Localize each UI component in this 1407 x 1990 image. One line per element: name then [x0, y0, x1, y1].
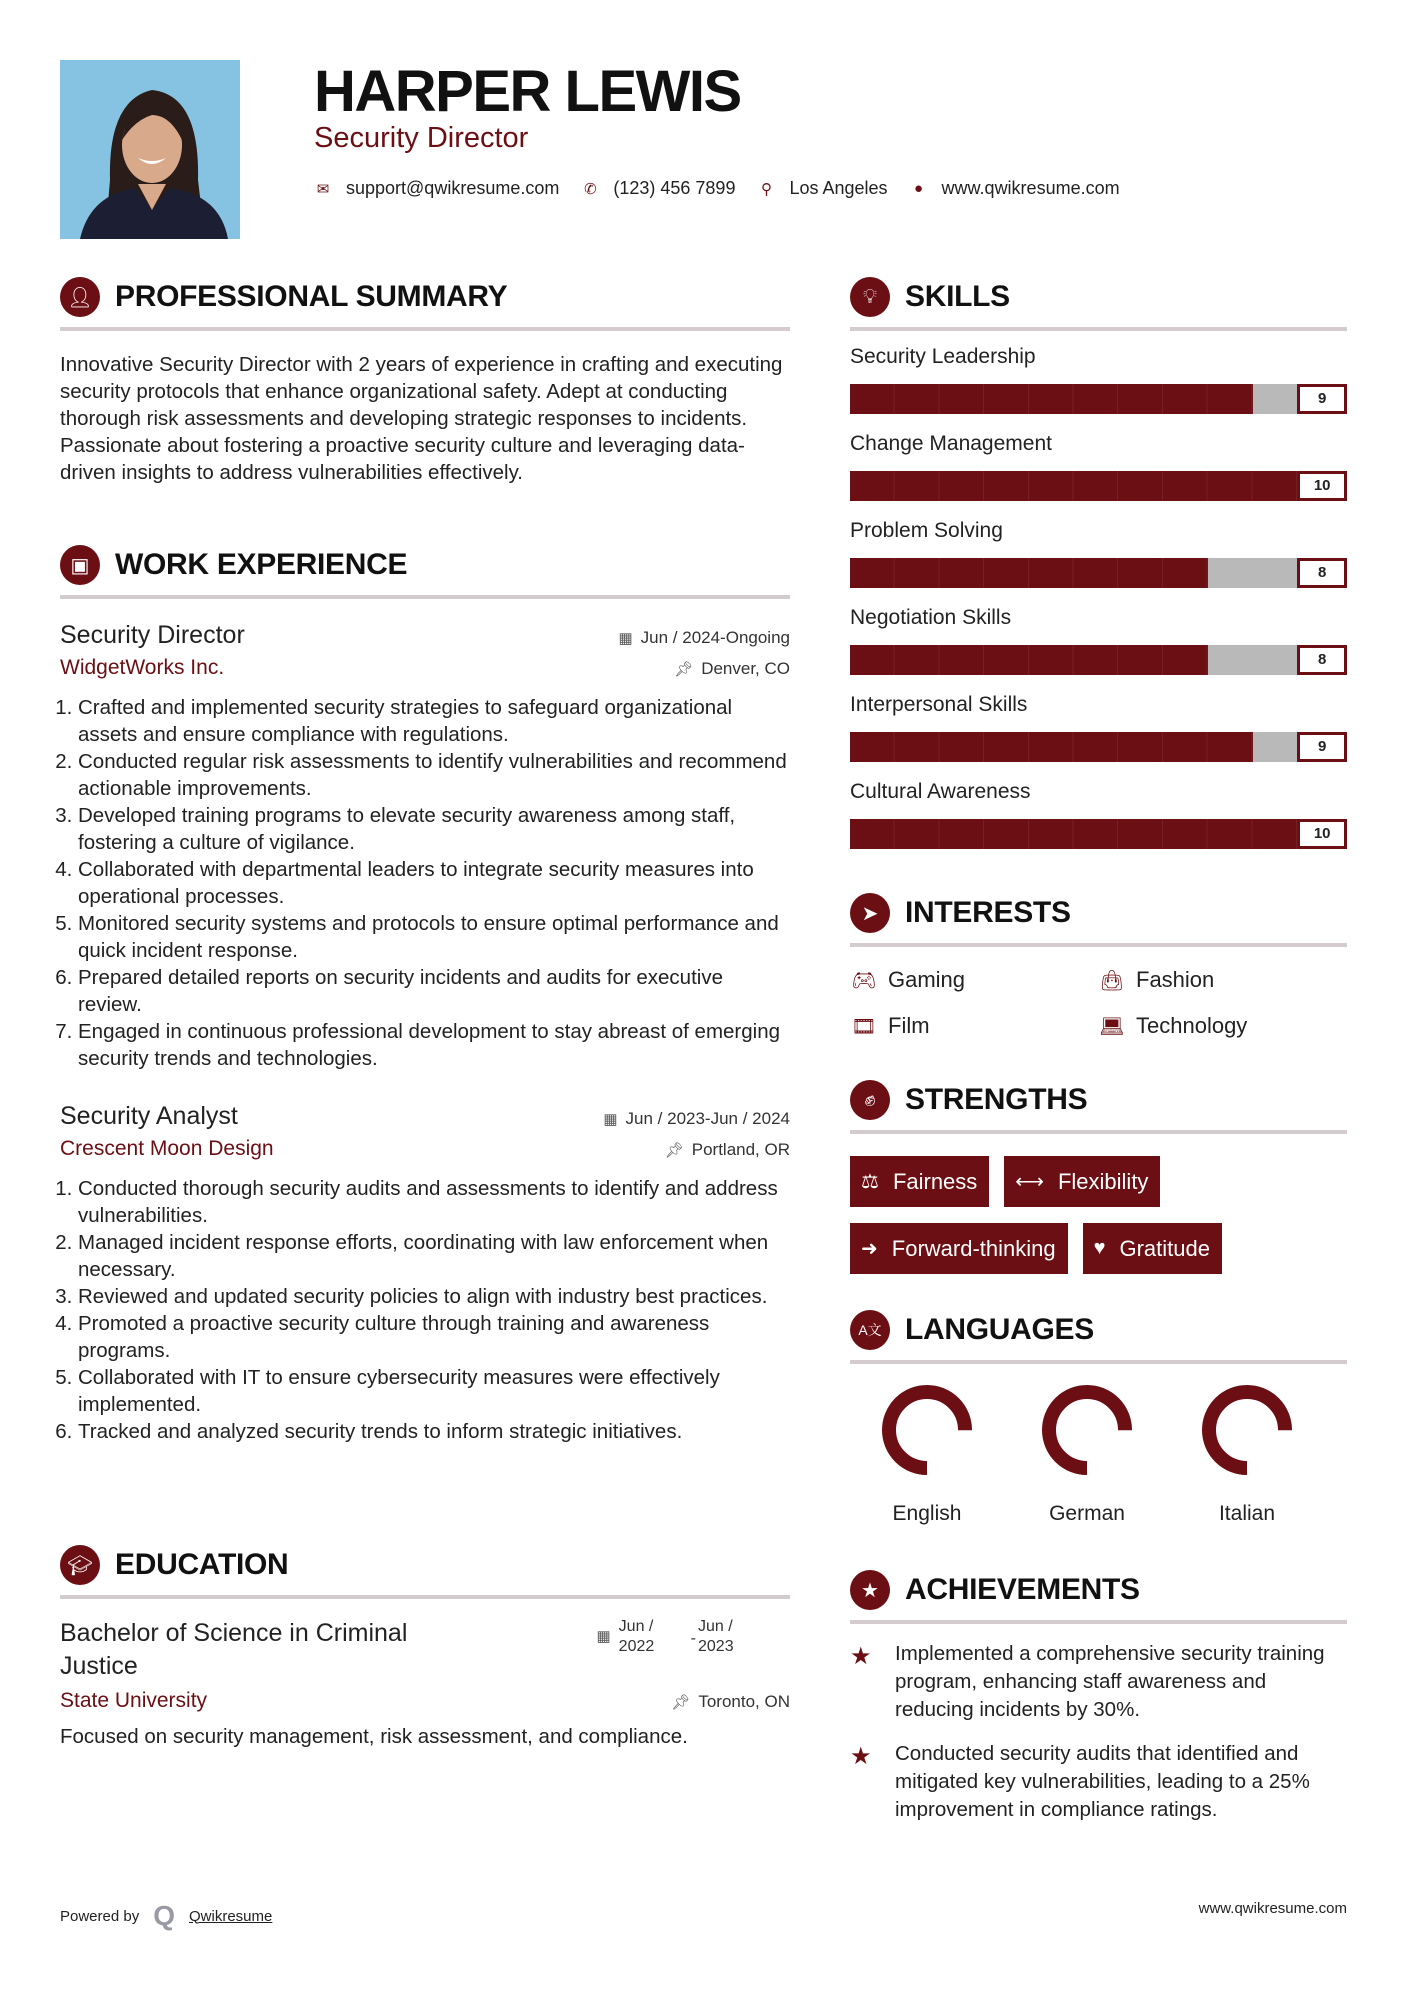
- graduation-icon: 🎓︎: [60, 1545, 100, 1585]
- skill-label: Problem Solving: [850, 519, 1003, 542]
- date-separator: -: [690, 1630, 696, 1647]
- list-item: 4. Collaborated with departmental leaders to integrate security measures into operational processes.: [78, 856, 790, 910]
- job-dates: Jun / 2023-Jun / 2024: [625, 1109, 790, 1128]
- language-label: English: [892, 1502, 962, 1525]
- responsibility-list: [60, 1175, 790, 1445]
- skill-fill: [850, 819, 1297, 849]
- job-entry: [60, 621, 790, 1072]
- lightbulb-icon: 💡︎: [850, 277, 890, 317]
- company-name: Crescent Moon Design: [60, 1137, 274, 1160]
- skill-bar: [850, 471, 1347, 501]
- list-item: 6. Tracked and analyzed security trends to inform strategic initiatives.: [78, 1418, 790, 1445]
- skill-value: 8: [1300, 561, 1344, 585]
- profile-photo: [60, 60, 240, 239]
- strength-chip: [1004, 1156, 1160, 1207]
- strength-label: Gratitude: [1119, 1235, 1210, 1261]
- skill-item: [850, 602, 1347, 675]
- star-badge-icon: ★: [850, 1570, 890, 1610]
- strength-chip: [850, 1156, 989, 1207]
- calendar-icon: ▦: [603, 1111, 618, 1128]
- star-icon: ★: [850, 1743, 872, 1770]
- phone-text: (123) 456 7899: [613, 178, 736, 198]
- list-item: 2. Conducted regular risk assessments to identify vulnerabilities and recommend actionable improvements.: [78, 748, 790, 802]
- list-item: 5. Monitored security systems and protocols to ensure optimal performance and quick incident response.: [78, 910, 790, 964]
- divider: [60, 595, 790, 599]
- skill-value: 9: [1300, 735, 1344, 759]
- calendar-icon: ▦: [618, 630, 633, 647]
- job-entry: [60, 1102, 790, 1445]
- strength-label: Fairness: [892, 1168, 978, 1194]
- skill-bar: [850, 645, 1347, 675]
- skill-bar: [850, 732, 1347, 762]
- interest-item: [1098, 967, 1346, 993]
- achievement-text: Implemented a comprehensive security training program, enhancing staff awareness and reducing incidents by 30%.: [895, 1642, 1325, 1721]
- skill-item: [850, 515, 1347, 588]
- achievements-section: [850, 1568, 1347, 1824]
- job-location: Denver, CO: [701, 659, 790, 678]
- skill-label: Negotiation Skills: [850, 606, 1012, 629]
- laptop-icon: 💻︎: [1099, 1015, 1125, 1038]
- interest-label: Gaming: [888, 967, 966, 992]
- education-description: Focused on security management, risk assessment, and compliance.: [60, 1725, 688, 1748]
- skill-value: 10: [1300, 822, 1344, 846]
- list-item: 1. Conducted thorough security audits and assessments to identify and address vulnerabilities.: [78, 1175, 790, 1229]
- contact-location: [757, 178, 887, 199]
- candidate-title: Security Director: [314, 122, 529, 154]
- job-title: Security Director: [60, 621, 245, 649]
- skill-item: [850, 776, 1347, 849]
- divider: [850, 1360, 1347, 1364]
- contact-website[interactable]: [910, 178, 1120, 199]
- section-heading: SKILLS: [905, 280, 1010, 313]
- shopping-bag-icon: 👜︎: [1099, 969, 1125, 992]
- powered-by-text: Powered by: [60, 1907, 140, 1925]
- paper-plane-icon: ➤: [850, 893, 890, 933]
- school-name: State University: [60, 1689, 208, 1712]
- experience-section: [60, 543, 790, 1445]
- job-dates: Jun / 2024-Ongoing: [640, 628, 790, 647]
- section-heading: WORK EXPERIENCE: [115, 548, 408, 581]
- strength-label: Forward-thinking: [891, 1235, 1056, 1261]
- divider: [850, 327, 1347, 331]
- contact-phone[interactable]: [581, 178, 735, 199]
- list-item: 3. Reviewed and updated security policies to align with industry best practices.: [78, 1283, 790, 1310]
- divider: [850, 1130, 1347, 1134]
- skill-value-box: [1297, 558, 1347, 588]
- briefcase-icon: ▣: [60, 545, 100, 585]
- skills-section: [850, 275, 1347, 863]
- section-heading: LANGUAGES: [905, 1313, 1094, 1346]
- achievement-item: [850, 1640, 1347, 1724]
- pushpin-icon: 📌︎: [671, 1694, 691, 1711]
- skill-value-box: [1297, 471, 1347, 501]
- candidate-name: HARPER LEWIS: [314, 59, 741, 124]
- list-item: 4. Promoted a proactive security culture through training and awareness programs.: [78, 1310, 790, 1364]
- calendar-icon: ▦: [596, 1628, 611, 1645]
- pushpin-icon: 📌︎: [674, 661, 694, 678]
- list-item: 1. Crafted and implemented security strategies to safeguard organizational assets and ensure compliance with regulations.: [78, 694, 790, 748]
- skill-fill: [850, 471, 1297, 501]
- language-label: Italian: [1218, 1502, 1276, 1525]
- language-item: [1004, 1384, 1170, 1526]
- strength-label: Flexibility: [1057, 1168, 1149, 1194]
- language-label: German: [1049, 1502, 1125, 1525]
- section-heading: PROFESSIONAL SUMMARY: [115, 280, 508, 313]
- skill-item: [850, 428, 1347, 501]
- skill-value: 9: [1300, 387, 1344, 411]
- job-location: Portland, OR: [691, 1140, 790, 1159]
- heart-icon: ♥: [1093, 1237, 1106, 1259]
- arrows-h-icon: ⟷: [1015, 1171, 1044, 1193]
- education-dates: [596, 1617, 748, 1683]
- language-ring: [881, 1384, 973, 1476]
- film-icon: 🎞︎: [851, 1015, 877, 1038]
- list-item: 3. Developed training programs to elevate security awareness among staff, fostering a culture of vigilance.: [78, 802, 790, 856]
- contact-bar: [314, 178, 1142, 199]
- section-heading: INTERESTS: [905, 896, 1071, 929]
- end-date: Jun / 2023: [698, 1618, 734, 1655]
- skill-fill: [850, 384, 1253, 414]
- divider: [60, 327, 790, 331]
- strength-chip: [1083, 1223, 1222, 1274]
- interest-label: Fashion: [1136, 967, 1215, 992]
- skill-value: 8: [1300, 648, 1344, 672]
- skill-bar: [850, 384, 1347, 414]
- skill-value-box: [1297, 819, 1347, 849]
- divider: [60, 1595, 790, 1599]
- responsibility-list: [60, 694, 790, 1072]
- balance-scale-icon: ⚖︎: [861, 1171, 879, 1193]
- phone-icon: ✆: [584, 180, 597, 198]
- divider: [850, 1620, 1347, 1624]
- contact-email[interactable]: [314, 178, 559, 199]
- list-item: 5. Collaborated with IT to ensure cybersecurity measures were effectively implemented.: [78, 1364, 790, 1418]
- interest-item: [850, 1013, 1098, 1039]
- map-marker-icon: ⚲: [760, 180, 772, 198]
- pushpin-icon: 📌︎: [664, 1142, 684, 1159]
- skill-label: Security Leadership: [850, 345, 1036, 368]
- list-item: 6. Prepared detailed reports on security incidents and audits for executive review.: [78, 964, 790, 1018]
- skill-fill: [850, 732, 1253, 762]
- language-item: [1164, 1384, 1330, 1526]
- skill-item: [850, 341, 1347, 414]
- brand-link[interactable]: Qwikresume: [189, 1907, 273, 1925]
- interest-item: [1098, 1013, 1346, 1039]
- section-heading: ACHIEVEMENTS: [905, 1573, 1140, 1606]
- user-icon: 👤︎: [60, 277, 100, 317]
- summary-text: Innovative Security Director with 2 years of experience in crafting and executing security protocols that enhance organizational safety. Adept at conducting thorough risk assessments and developing strategic responses to incidents. Passionate about fostering a proactive security culture and leveraging data-driven insights to address vulnerabilities effectively.: [60, 353, 783, 484]
- qwikresume-logo-icon: Q: [153, 1900, 175, 1931]
- list-item: 2. Managed incident response efforts, coordinating with law enforcement when necessary.: [78, 1229, 790, 1283]
- footer-powered: [60, 1900, 272, 1932]
- skill-value: 10: [1300, 474, 1344, 498]
- company-name: WidgetWorks Inc.: [60, 656, 225, 679]
- section-heading: STRENGTHS: [905, 1083, 1088, 1116]
- location-text: Los Angeles: [789, 178, 888, 198]
- interest-label: Film: [888, 1013, 930, 1038]
- skill-bar: [850, 819, 1347, 849]
- strength-chip: [850, 1223, 1068, 1274]
- section-heading: EDUCATION: [115, 1548, 289, 1581]
- divider: [850, 943, 1347, 947]
- fist-icon: ✊︎: [850, 1080, 890, 1120]
- skill-label: Cultural Awareness: [850, 780, 1031, 803]
- language-item: [844, 1384, 1010, 1526]
- website-text: www.qwikresume.com: [941, 178, 1120, 198]
- skill-item: [850, 689, 1347, 762]
- skill-label: Change Management: [850, 432, 1052, 455]
- skill-value-box: [1297, 384, 1347, 414]
- language-ring: [1201, 1384, 1293, 1476]
- gamepad-icon: 🎮︎: [851, 969, 877, 992]
- start-date: Jun / 2022: [618, 1618, 655, 1655]
- achievement-item: [850, 1740, 1347, 1824]
- skill-value-box: [1297, 645, 1347, 675]
- languages-section: [850, 1308, 1347, 1526]
- education-section: [60, 1543, 790, 1750]
- star-icon: ★: [850, 1643, 872, 1670]
- interest-label: Technology: [1136, 1013, 1248, 1038]
- summary-section: [60, 275, 790, 486]
- envelope-icon: ✉: [316, 180, 330, 198]
- language-ring: [1041, 1384, 1133, 1476]
- skill-bar: [850, 558, 1347, 588]
- skill-fill: [850, 645, 1208, 675]
- education-location: Toronto, ON: [698, 1692, 790, 1711]
- globe-icon: ●: [914, 180, 924, 197]
- skill-value-box: [1297, 732, 1347, 762]
- interest-item: [850, 967, 1098, 993]
- language-icon: A文: [850, 1310, 890, 1350]
- interests-section: [850, 891, 1347, 1039]
- arrow-right-icon: ➜: [861, 1238, 878, 1260]
- strengths-section: [850, 1078, 1347, 1274]
- footer-site[interactable]: www.qwikresume.com: [1198, 1900, 1347, 1917]
- degree-title: Bachelor of Science in Criminal Justice: [60, 1619, 408, 1680]
- skill-fill: [850, 558, 1208, 588]
- achievement-text: Conducted security audits that identified and mitigated key vulnerabilities, leading to a 25% improvement in compliance ratings.: [895, 1742, 1310, 1821]
- skill-label: Interpersonal Skills: [850, 693, 1028, 716]
- job-title: Security Analyst: [60, 1102, 238, 1130]
- email-text: support@qwikresume.com: [346, 178, 560, 198]
- list-item: 7. Engaged in continuous professional development to stay abreast of emerging security trends and technologies.: [78, 1018, 790, 1072]
